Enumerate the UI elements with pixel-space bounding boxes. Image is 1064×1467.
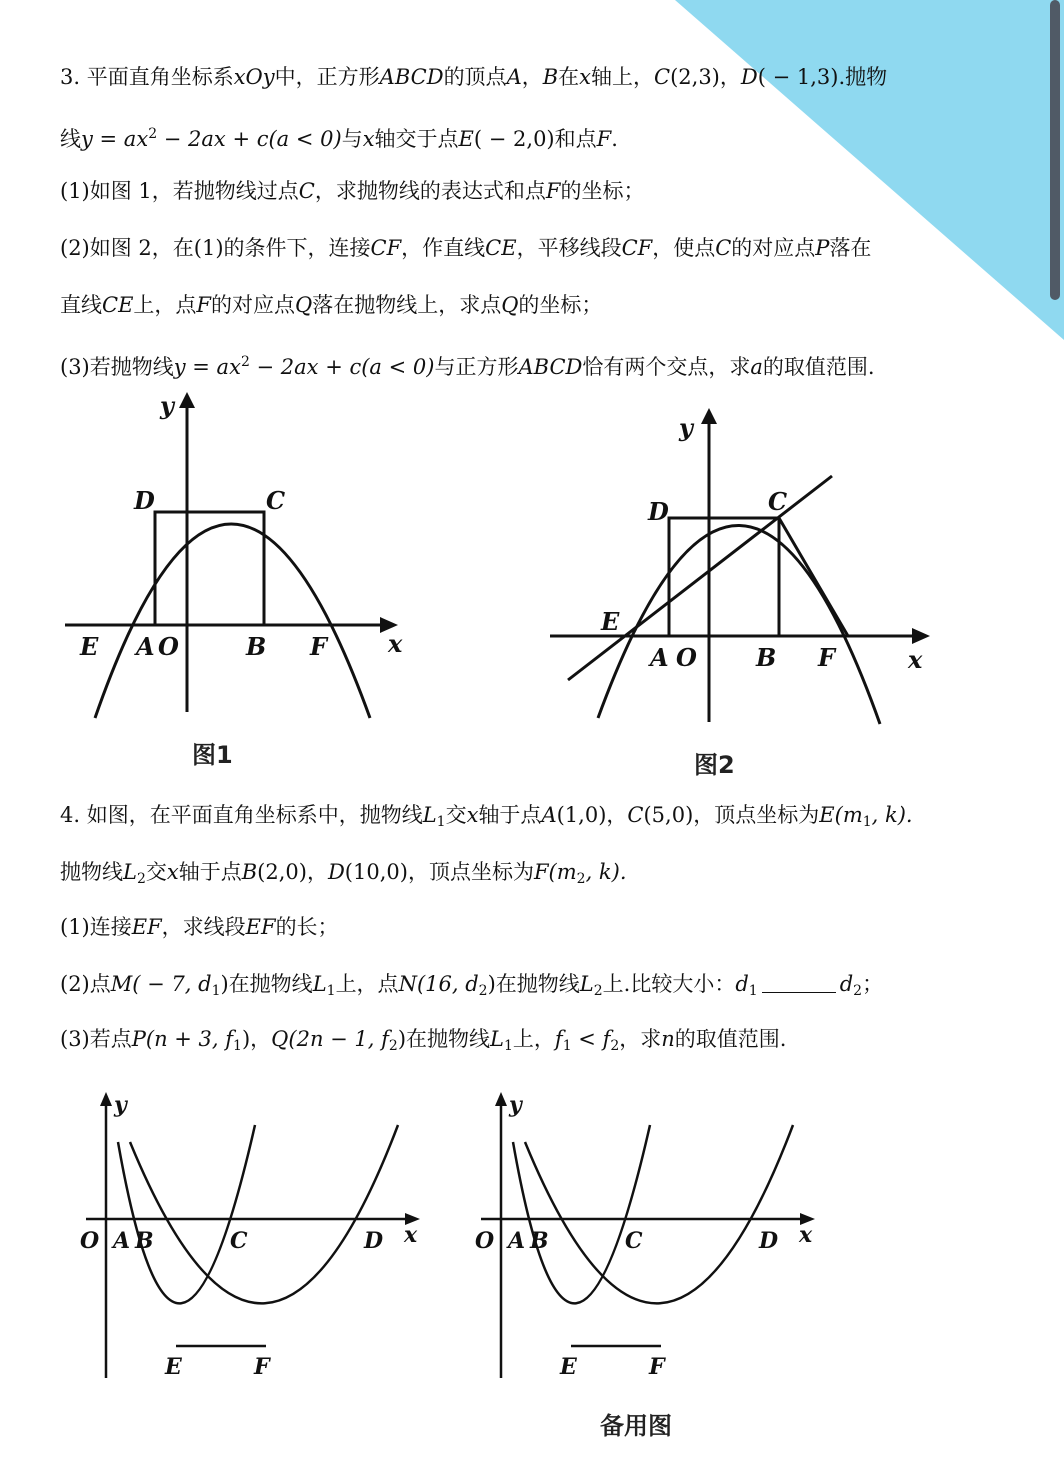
fig4-label-E: E — [560, 1354, 577, 1380]
fig4-label-B: B — [530, 1228, 549, 1254]
fig3-parabola-L1 — [118, 1125, 255, 1303]
fig2-label-D: D — [648, 497, 669, 526]
fig2-caption: 图2 — [694, 751, 735, 779]
fig3-label-E: E — [165, 1354, 182, 1380]
q4-part-2: (2)点M( − 7, $d_1$)在抛物线$L_1$上，点N(16, $d_2$)在抛物线$L_2$上.比较大小：$d_1$ $d_2$； — [60, 972, 884, 999]
q3-line-1: 3. 平面直角坐标系xOy中，正方形ABCD的顶点A，B在x轴上，C(2,3)，D( − 1,3).抛物 — [60, 65, 888, 89]
answer-blank[interactable] — [762, 974, 836, 993]
fig1-parabola — [95, 524, 370, 718]
scrollbar-thumb[interactable] — [1050, 0, 1060, 300]
fig2-label-F: F — [818, 643, 836, 672]
fig2-label-B: B — [756, 643, 777, 672]
fig3-label-F: F — [254, 1354, 270, 1380]
fig2-label-y: y — [679, 413, 693, 442]
fig4-label-C: C — [625, 1228, 643, 1254]
fig4-label-D: D — [759, 1228, 779, 1254]
fig4-label-O: O — [475, 1228, 495, 1254]
fig1-label-B: B — [246, 632, 267, 661]
fig3-y-arrow — [100, 1092, 112, 1106]
figure-3 — [60, 1080, 440, 1400]
fig4-y-arrow — [495, 1092, 507, 1106]
fig1-label-A: A — [136, 632, 155, 661]
fig3-label-O: O — [80, 1228, 100, 1254]
q3-part-3: (3)若抛物线$y = ax^2 - 2ax + c(a < 0)$与正方形ABCD恰有两个交点，求a的取值范围. — [60, 354, 875, 379]
fig3-parabola-L2 — [130, 1125, 398, 1303]
figure-1 — [0, 380, 520, 780]
q3-part-2-cont: 直线CE上，点F的对应点Q落在抛物线上，求点Q的坐标； — [60, 293, 603, 317]
q4-line-1: 4. 如图，在平面直角坐标系中，抛物线$L_1$交x轴于点A(1,0)，C(5,0)，顶点坐标为$E(m_1$, k). — [60, 803, 913, 830]
fig4-label-F: F — [649, 1354, 665, 1380]
fig4-parabola-L2 — [525, 1125, 793, 1303]
fig1-label-x: x — [388, 629, 403, 658]
q3-part-1: (1)如图 1，若抛物线过点C，求抛物线的表达式和点F的坐标； — [60, 179, 645, 203]
fig1-label-C: C — [266, 486, 286, 515]
fig4-caption: 备用图 — [600, 1412, 672, 1440]
fig2-label-E: E — [601, 607, 620, 636]
fig3-label-D: D — [364, 1228, 384, 1254]
figure-4-spare — [455, 1080, 835, 1400]
fig2-line-CE — [568, 476, 832, 680]
fig4-label-y: y — [509, 1092, 522, 1118]
fig1-caption: 图1 — [192, 741, 233, 769]
fig4-label-A: A — [508, 1228, 526, 1254]
fig1-label-y: y — [160, 391, 174, 420]
fig2-segment-CF — [779, 518, 848, 636]
fig1-label-E: E — [80, 632, 99, 661]
fig1-y-arrow — [179, 392, 195, 408]
fig2-label-O: O — [676, 643, 697, 672]
fig4-parabola-L1 — [513, 1125, 650, 1303]
fig2-label-A: A — [650, 643, 669, 672]
fig2-label-x: x — [908, 645, 923, 674]
fig3-label-A: A — [113, 1228, 131, 1254]
q4-part-1: (1)连接EF，求线段EF的长； — [60, 915, 339, 939]
fig2-y-arrow — [701, 408, 717, 424]
fig2-square — [669, 518, 779, 636]
fig1-label-F: F — [310, 632, 328, 661]
corner-decoration — [0, 0, 1064, 340]
fig2-label-C: C — [768, 487, 788, 516]
q4-part-3: (3)若点P(n + 3, $f_1$)，Q(2n − 1, $f_2$)在抛物线$L_1$上，$f_1 < f_2$，求n的取值范围. — [60, 1027, 787, 1054]
q3-line-2: 线$y = ax^2 - 2ax + c(a < 0)$与x轴交于点E( − 2,0)和点F. — [60, 126, 618, 151]
figure-2 — [520, 380, 950, 800]
fig3-label-B: B — [135, 1228, 154, 1254]
fig3-label-C: C — [230, 1228, 248, 1254]
q3-part-2: (2)如图 2，在(1)的条件下，连接CF，作直线CE，平移线段CF，使点C的对应点P落在 — [60, 236, 872, 260]
fig3-label-y: y — [114, 1092, 127, 1118]
q4-line-2: 抛物线$L_2$交x轴于点B(2,0)，D(10,0)，顶点坐标为$F(m_2$, k). — [60, 860, 627, 887]
fig3-label-x: x — [404, 1222, 418, 1248]
fig1-label-O: O — [158, 632, 179, 661]
fig2-x-arrow — [912, 628, 930, 644]
fig4-label-x: x — [799, 1222, 813, 1248]
fig1-label-D: D — [134, 486, 155, 515]
